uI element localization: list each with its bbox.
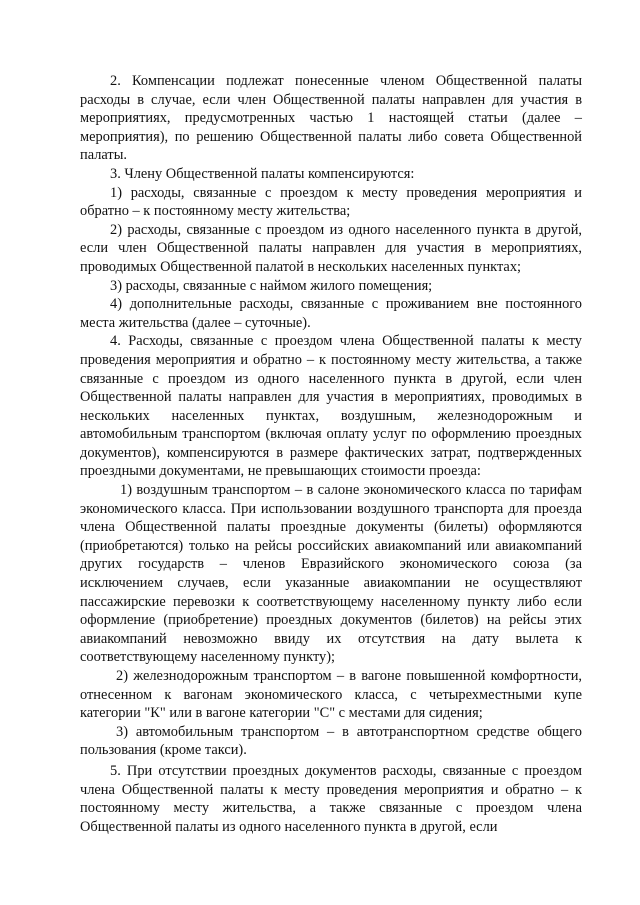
list-item-air-transport: 1) воздушным транспортом – в салоне экономического класса по тарифам экономического класса. При использовании воздушного транспорта для проезда члена Общественной палаты проездные документы (билеты) оформляются (приобретаются) только на рейсы российских авиакомпаний или авиакомпаний других государств – членов Евразийского экономического союза (за исключением случаев, если указанные авиакомпании не осуществляют пассажирские перевозки к соответствующему населенному пункту либо если оформление (приобретение) проездных документов (билетов) на рейсы этих авиакомпаний невозможно ввиду их отсутствия на дату вылета к соответствующему населенному пункту); xyxy=(80,482,582,666)
paragraph-compensated-expenses-heading: 3. Члену Общественной палаты компенсируются: xyxy=(110,165,415,182)
list-item-travel-to-event: 1) расходы, связанные с проездом к месту проведения мероприятия и обратно – к постоянному месту жительства; xyxy=(80,184,582,220)
list-item-per-diem: 4) дополнительные расходы, связанные с проживанием вне постоянного места жительства (далее – суточные). xyxy=(80,296,582,331)
paragraph-travel-expenses: 4. Расходы, связанные с проездом члена Общественной палаты к месту проведения мероприятия и обратно – к постоянному месту жительства, а также связанные с проездом из одного населенного пункта в другой, если член Общественной палаты направлен для участия в мероприятиях, проводимых в нескольких населенных пунктах, воздушным, железнодорожным и автомобильным транспортом (включая оплату услуг по оформлению проездных документов), компенсируются в размере фактических затрат, подтвержденных проездными документами, не превышающих стоимости проезда: xyxy=(80,333,582,480)
list-item-rail-transport: 2) железнодорожным транспортом – в вагоне повышенной комфортности, отнесенном к вагонам экономического класса, с четырехместными купе категории "К" или в вагоне категории "С" с местами для сидения; xyxy=(80,668,582,722)
paragraph-missing-documents: 5. При отсутствии проездных документов расходы, связанные с проездом члена Общественной палаты к месту проведения мероприятия и обратно – к постоянному месту жительства, а также связанные с проездом члена Общественной палаты из одного населенного пункта в другой, если xyxy=(80,762,582,835)
list-item-housing-rent: 3) расходы, связанные с наймом жилого помещения; xyxy=(110,277,433,294)
list-item-road-transport: 3) автомобильным транспортом – в автотранспортном средстве общего пользования (кроме такси). xyxy=(80,723,582,759)
list-item-travel-between-localities: 2) расходы, связанные с проездом из одного населенного пункта в другой, если член Общественной палаты направлен для участия в мероприятиях, проводимых Общественной палатой в нескольких населенных пунктах; xyxy=(80,221,582,275)
paragraph-compensation-scope: 2. Компенсации подлежат понесенные членом Общественной палаты расходы в случае, если член Общественной палаты направлен для участия в мероприятиях, предусмотренных частью 1 настоящей статьи (далее – мероприятия), по решению Общественной палаты либо совета Общественной палаты. xyxy=(80,73,582,164)
